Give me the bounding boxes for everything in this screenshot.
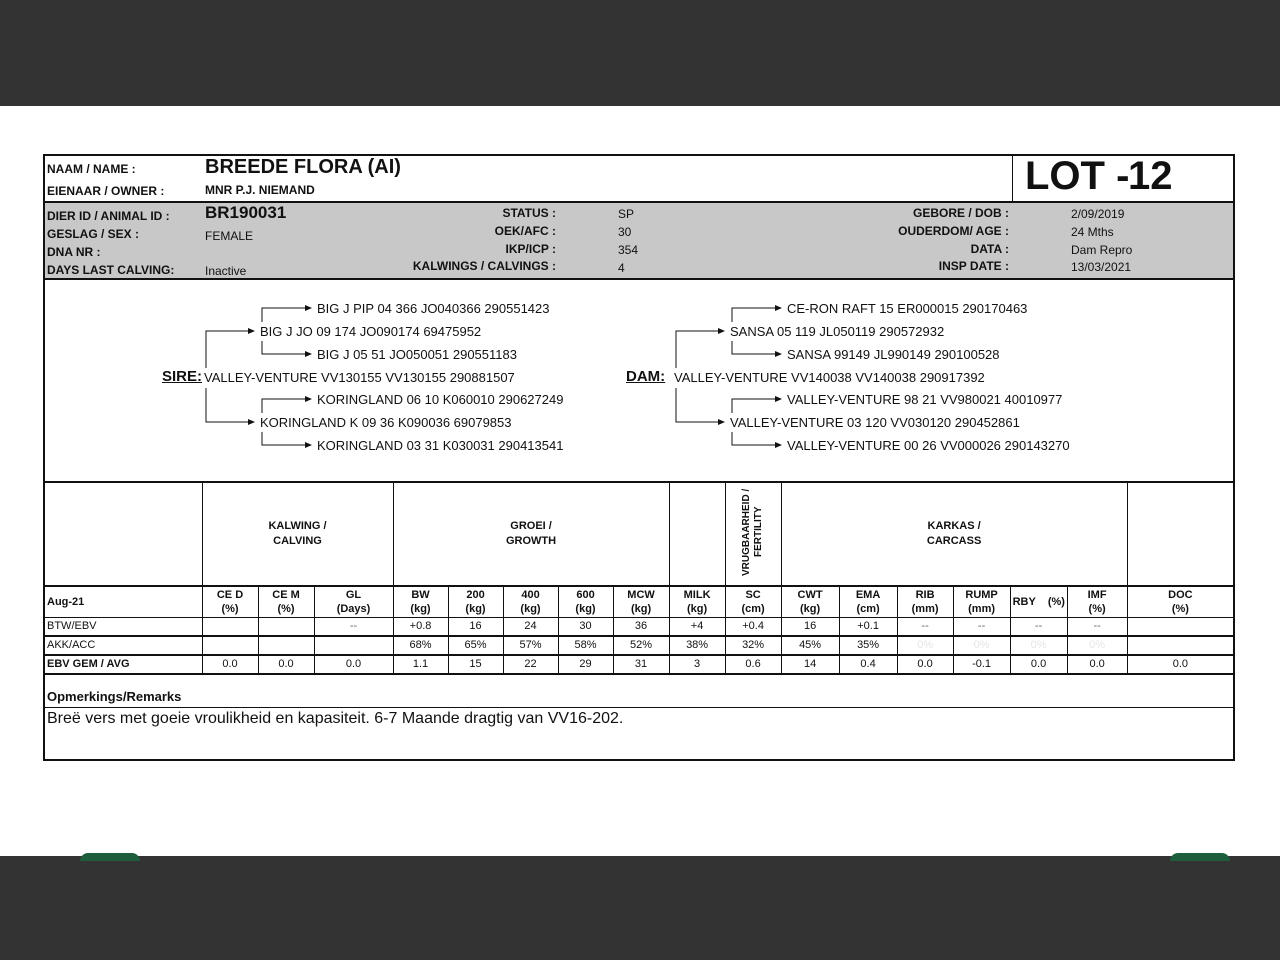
table-cell: 65%: [448, 636, 503, 655]
table-cell: -0.1: [953, 655, 1010, 674]
table-cell: 24: [503, 618, 558, 637]
logo-right-icon: [1170, 853, 1230, 861]
row-label-ebv: BTW/EBV: [45, 618, 202, 637]
column-name: RUMP: [965, 589, 998, 601]
row-label-avg: EBV GEM / AVG: [45, 655, 202, 674]
dam-name: VALLEY-VENTURE VV140038 VV140038 290917392: [674, 370, 985, 385]
table-cell: 58%: [558, 636, 613, 655]
connector-dam-to-sire: [676, 331, 724, 368]
column-header-600: [558, 586, 613, 618]
ebv-table: [45, 481, 1233, 675]
dam-sire-sire: CE-RON RAFT 15 ER000015 290170463: [787, 301, 1028, 316]
table-cell: 16: [781, 618, 839, 637]
calvings-value: 4: [618, 261, 625, 275]
column-unit: (cm): [856, 603, 880, 615]
sire-dam-dam: KORINGLAND 03 31 K030031 290413541: [317, 438, 564, 453]
table-cell: 15: [448, 655, 503, 674]
table-cell: --: [953, 618, 1010, 637]
column-header-bw: [393, 586, 448, 618]
dam-sire-dam: SANSA 99149 JL990149 290100528: [787, 347, 1000, 362]
afc-value: 30: [618, 225, 632, 239]
table-cell: --: [314, 618, 393, 637]
name-label: NAAM / NAME :: [47, 162, 136, 176]
age-label: OUDERDOM/ AGE :: [898, 224, 1009, 238]
sire-dam: KORINGLAND K 09 36 K090036 69079853: [260, 415, 512, 430]
row-label-acc: AKK/ACC: [45, 636, 202, 655]
column-header-200: [448, 586, 503, 618]
column-name: EMA: [855, 589, 881, 601]
connector-dam-to-dam: [676, 388, 724, 422]
table-cell: 0%: [1067, 636, 1127, 655]
group-fertility: VRUGBAARHEID / FERTILITY: [725, 482, 781, 586]
table-cell: [202, 618, 258, 637]
column-header-mcw: [613, 586, 669, 618]
column-unit: (kg): [465, 603, 486, 615]
column-unit: (kg): [575, 603, 596, 615]
insp-date-label: INSP DATE :: [938, 259, 1009, 273]
viewer-top-bar: [0, 0, 1280, 106]
table-cell: 0.0: [1010, 655, 1067, 674]
table-row-ebv: [45, 618, 1233, 637]
afc-label: OEK/AFC :: [494, 224, 556, 238]
column-header-sc: [725, 586, 781, 618]
table-cell: 22: [503, 655, 558, 674]
column-header-rby: [1010, 586, 1067, 618]
sire-sire: BIG J JO 09 174 JO090174 69475952: [260, 324, 482, 339]
group-calving: KALWING / CALVING: [202, 482, 393, 586]
connector-dam-dam-dam: [732, 432, 781, 445]
remarks-text: Breë vers met goeie vroulikheid en kapasiteit. 6-7 Maande dragtig van VV16-202.: [47, 710, 624, 727]
viewer-bottom-bar: [0, 856, 1280, 960]
column-header-ce-m: [258, 586, 314, 618]
table-cell: 14: [781, 655, 839, 674]
dam-dam-sire: VALLEY-VENTURE 98 21 VV980021 40010977: [787, 392, 1063, 407]
table-cell: 52%: [613, 636, 669, 655]
table-cell: 0.0: [314, 655, 393, 674]
column-name: RIB: [915, 589, 935, 601]
column-header-imf: [1067, 586, 1127, 618]
data-label: DATA :: [970, 242, 1009, 256]
table-cell: 35%: [839, 636, 897, 655]
table-cell: 0%: [1010, 636, 1067, 655]
days-last-calving-value: Inactive: [205, 264, 247, 278]
table-cell: 16: [448, 618, 503, 637]
calvings-label: KALWINGS / CALVINGS :: [412, 259, 556, 273]
insp-date-value: 13/03/2021: [1071, 260, 1132, 274]
table-cell: [258, 618, 314, 637]
table-cell: [258, 636, 314, 655]
column-name: 200: [466, 589, 485, 601]
table-cell: --: [897, 618, 953, 637]
column-name: SC: [745, 589, 761, 601]
column-name: 600: [576, 589, 595, 601]
table-cell: +4: [669, 618, 725, 637]
connector-sire-sire-dam: [262, 341, 311, 354]
table-cell: 38%: [669, 636, 725, 655]
sire-dam-sire: KORINGLAND 06 10 K060010 290627249: [317, 392, 564, 407]
table-cell: +0.4: [725, 618, 781, 637]
column-unit: (kg): [520, 603, 541, 615]
column-unit: (%): [1088, 603, 1106, 615]
table-cell: 68%: [393, 636, 448, 655]
column-unit: (Days): [336, 603, 371, 615]
pedigree-connectors: [45, 156, 1233, 481]
column-unit: (kg): [410, 603, 431, 615]
animal-name: BREEDE FLORA (AI): [205, 156, 401, 178]
table-cell: --: [1010, 618, 1067, 637]
table-cell: 0.0: [202, 655, 258, 674]
column-header-milk: [669, 586, 725, 618]
icp-value: 354: [618, 243, 639, 257]
table-cell: 0%: [953, 636, 1010, 655]
table-row-avg: [45, 655, 1233, 674]
data-value: Dam Repro: [1071, 243, 1133, 257]
group-growth: GROEI / GROWTH: [393, 482, 669, 586]
period-label: Aug-21: [45, 586, 202, 618]
sire-sire-sire: BIG J PIP 04 366 JO040366 290551423: [317, 301, 550, 316]
table-cell: 29: [558, 655, 613, 674]
connector-sire-dam-dam: [262, 432, 311, 445]
lot-label: LOT -: [1025, 154, 1130, 198]
column-header-gl: [314, 586, 393, 618]
connector-sire-dam-sire: [262, 399, 311, 413]
column-unit: (kg): [799, 603, 821, 615]
column-name: BW: [411, 589, 430, 601]
connector-dam-dam-sire: [732, 399, 781, 413]
column-unit: (%): [221, 603, 239, 615]
remarks-title: Opmerkings/Remarks: [47, 689, 182, 704]
lot-sheet: [43, 154, 1235, 761]
table-cell: +0.1: [839, 618, 897, 637]
sex-label: GESLAG / SEX :: [47, 227, 140, 241]
dam-label: DAM:: [626, 368, 666, 385]
column-unit: (kg): [686, 603, 708, 615]
column-name: MILK: [683, 589, 711, 601]
column-unit: (mm): [911, 603, 939, 615]
column-header-rib: [897, 586, 953, 618]
owner-value: MNR P.J. NIEMAND: [205, 183, 315, 197]
column-name: RBY: [1012, 596, 1036, 608]
remarks-divider: [45, 707, 1233, 708]
column-header-ema: [839, 586, 897, 618]
sire-name: VALLEY-VENTURE VV130155 VV130155 290881507: [204, 370, 515, 385]
connector-sire-to-dam: [206, 388, 254, 422]
sire-sire-dam: BIG J 05 51 JO050051 290551183: [317, 347, 517, 362]
table-cell: 30: [558, 618, 613, 637]
table-cell: 31: [613, 655, 669, 674]
animal-id-value: BR190031: [205, 203, 287, 222]
column-name: DOC: [1168, 589, 1193, 601]
table-cell: 0.0: [1127, 655, 1233, 674]
column-name: CWT: [797, 589, 823, 601]
table-cell: [1127, 636, 1233, 655]
age-value: 24 Mths: [1071, 225, 1114, 239]
column-name: CE D: [216, 589, 244, 601]
dam-dam: VALLEY-VENTURE 03 120 VV030120 290452861: [730, 415, 1020, 430]
column-name: CE M: [272, 589, 300, 601]
table-cell: [314, 636, 393, 655]
column-unit: (kg): [630, 603, 652, 615]
column-header-400: [503, 586, 558, 618]
table-cell: 36: [613, 618, 669, 637]
table-cell: 3: [669, 655, 725, 674]
column-unit: (%): [1047, 596, 1065, 608]
table-cell: 0.0: [897, 655, 953, 674]
table-cell: 0.4: [839, 655, 897, 674]
dam-sire: SANSA 05 119 JL050119 290572932: [730, 324, 945, 339]
table-cell: [202, 636, 258, 655]
column-unit: (cm): [741, 603, 765, 615]
table-row-acc: [45, 636, 1233, 655]
column-unit: (mm): [968, 603, 996, 615]
connector-sire-sire-sire: [262, 308, 311, 322]
connector-dam-sire-dam: [732, 341, 781, 354]
status-value: SP: [618, 207, 635, 221]
table-cell: 1.1: [393, 655, 448, 674]
connector-sire-to-sire: [206, 331, 254, 368]
status-label: STATUS :: [502, 206, 556, 220]
animal-id-label: DIER ID / ANIMAL ID :: [47, 209, 170, 223]
owner-label: EIENAAR / OWNER :: [47, 184, 165, 198]
icp-label: IKP/ICP :: [505, 242, 556, 256]
group-header-row: [45, 482, 1233, 586]
table-cell: --: [1067, 618, 1127, 637]
column-header-doc: [1127, 586, 1233, 618]
column-name: MCW: [627, 589, 655, 601]
connector-dam-sire-sire: [732, 308, 781, 322]
table-cell: 0.0: [258, 655, 314, 674]
dob-value: 2/09/2019: [1071, 207, 1125, 221]
table-cell: 32%: [725, 636, 781, 655]
lot-number: 12: [1128, 154, 1173, 198]
table-cell: 45%: [781, 636, 839, 655]
logo-left-icon: [80, 853, 140, 861]
column-name: IMF: [1087, 589, 1107, 601]
sire-label: SIRE:: [162, 368, 203, 385]
table-cell: 0%: [897, 636, 953, 655]
column-header-rump: [953, 586, 1010, 618]
column-header-row: [45, 586, 1233, 618]
group-carcass: KARKAS / CARCASS: [781, 482, 1127, 586]
table-cell: 0.0: [1067, 655, 1127, 674]
column-name: 400: [521, 589, 540, 601]
dna-label: DNA NR :: [47, 245, 101, 259]
column-unit: (%): [1171, 603, 1189, 615]
table-cell: [1127, 618, 1233, 637]
dam-dam-dam: VALLEY-VENTURE 00 26 VV000026 290143270: [787, 438, 1070, 453]
dob-label: GEBORE / DOB :: [912, 206, 1009, 220]
table-cell: +0.8: [393, 618, 448, 637]
sex-value: FEMALE: [205, 229, 254, 243]
table-cell: 0.6: [725, 655, 781, 674]
column-header-cwt: [781, 586, 839, 618]
column-name: GL: [345, 589, 362, 601]
column-unit: (%): [277, 603, 295, 615]
column-header-ce-d: [202, 586, 258, 618]
table-cell: 57%: [503, 636, 558, 655]
days-last-calving-label: DAYS LAST CALVING:: [47, 263, 175, 277]
